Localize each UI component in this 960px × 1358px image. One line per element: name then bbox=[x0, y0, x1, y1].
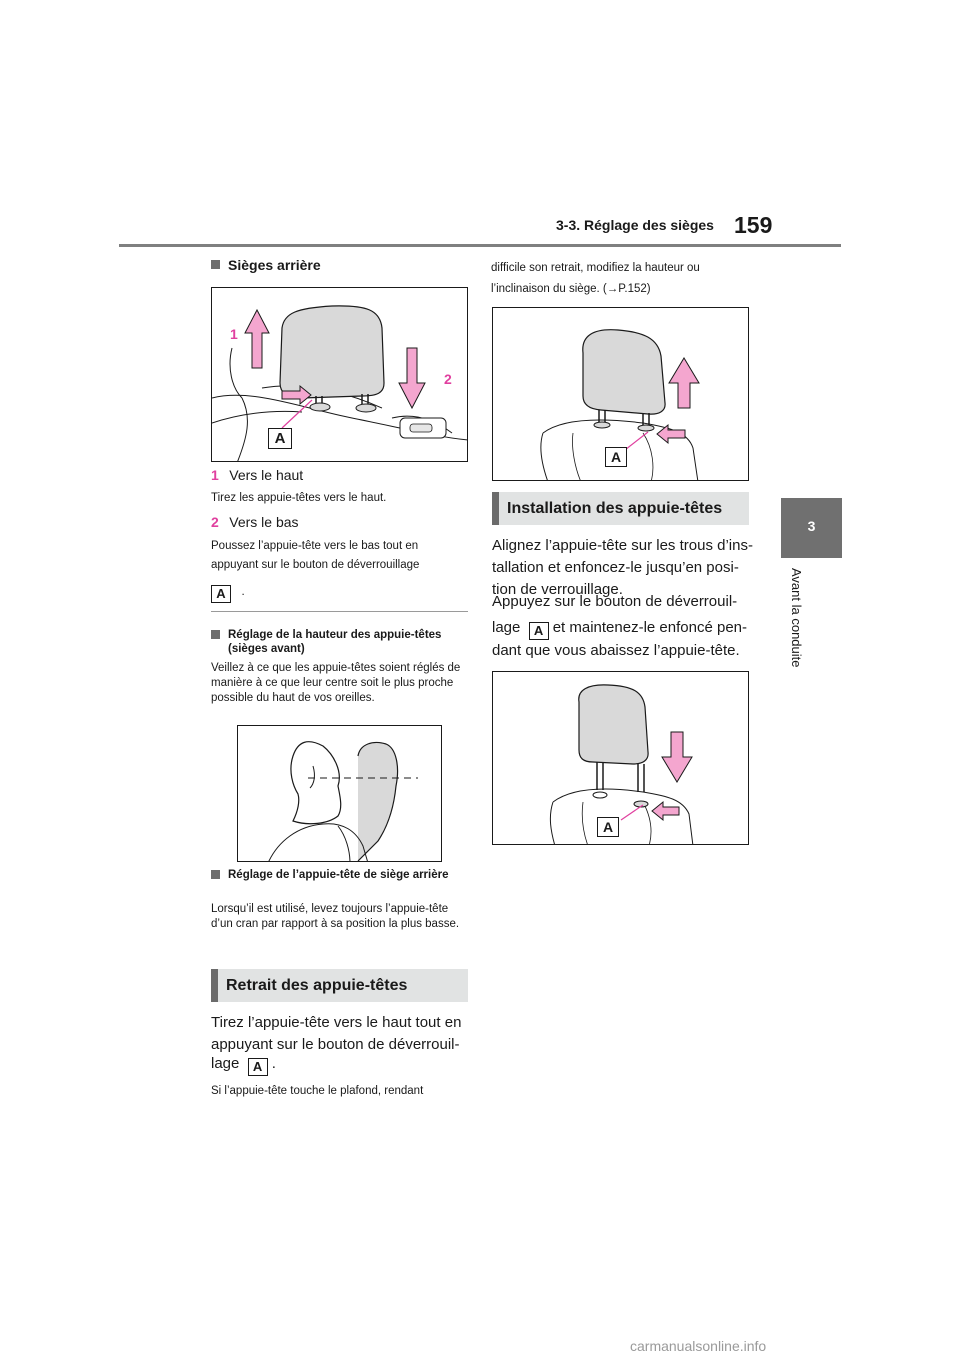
figure-front-headrest bbox=[237, 725, 442, 862]
step-2 bbox=[211, 514, 299, 532]
step-2-number: 2 bbox=[211, 514, 219, 530]
section-title: 3-3. Réglage des sièges bbox=[556, 217, 714, 233]
watermark: carmanualsonline.info bbox=[630, 1338, 767, 1354]
headrest-installation-illustration bbox=[493, 672, 749, 845]
rear-adjust-heading: Réglage de l’appuie-tête de siège arrière bbox=[211, 868, 468, 882]
rear-headrest-illustration bbox=[212, 288, 468, 462]
step-1 bbox=[211, 467, 303, 485]
removal-banner-title: Retrait des appuie-têtes bbox=[226, 977, 408, 994]
removal-body-line3: lage A . bbox=[211, 1055, 276, 1074]
install-body-line: lage A et maintenez-le enfoncé pen-dant que vous abaissez l’appuie-tête. bbox=[492, 619, 747, 659]
callout-a: A bbox=[597, 817, 619, 837]
callout-a-inline: A bbox=[211, 585, 231, 603]
front-height-description: Veillez à ce que les appuie-têtes soient réglés de manière à ce que leur centre soit le plus proche possible du haut de vos oreilles. bbox=[211, 662, 461, 704]
removal-note-continued: difficile son retrait, modifiez la hauteur ou l’inclinaison du siège. (→P.152) bbox=[491, 262, 700, 295]
figure-rear-headrest bbox=[211, 287, 468, 462]
install-banner bbox=[492, 492, 749, 525]
step-1-number: 1 bbox=[211, 467, 219, 483]
header-rule bbox=[119, 244, 841, 247]
page-number: 159 bbox=[734, 212, 773, 238]
bullet-square-icon bbox=[211, 630, 220, 639]
chapter-title-vertical bbox=[786, 568, 804, 678]
callout-a: A bbox=[268, 428, 292, 449]
rear-adjust-description: Lorsqu’il est utilisé, levez toujours l’appuie-tête d’un cran par rapport à sa position la plus basse. bbox=[211, 903, 460, 930]
callout-a-inline: A bbox=[248, 1058, 268, 1076]
install-body: Alignez l’appuie-tête sur les trous d’ins-tallation et enfoncez-le jusqu’en posi-tion de verrouillage. bbox=[492, 537, 753, 598]
bullet-square-icon bbox=[211, 260, 220, 269]
step-1-description: Tirez les appuie-têtes vers le haut. bbox=[211, 492, 387, 504]
rear-seats-heading: Sièges arrière bbox=[211, 257, 321, 273]
step-2-callout-line: A . bbox=[211, 582, 245, 603]
front-height-heading: Réglage de la hauteur des appuie-têtes (sièges avant) bbox=[211, 628, 468, 656]
figure-label-1: 1 bbox=[230, 326, 238, 342]
figure-headrest-removal bbox=[492, 307, 749, 481]
install-body-press: Appuyez sur le bouton de déverrouil- bbox=[492, 593, 738, 610]
install-banner-title: Installation des appuie-têtes bbox=[507, 500, 723, 517]
front-headrest-illustration bbox=[238, 726, 442, 862]
callout-a: A bbox=[605, 447, 627, 467]
removal-banner bbox=[211, 969, 468, 1002]
removal-body: Tirez l’appuie-tête vers le haut tout en appuyant sur le bouton de déverrouil- bbox=[211, 1014, 462, 1053]
section-divider bbox=[211, 611, 468, 612]
step-2-description: Poussez l’appuie-tête vers le bas tout en appuyant sur le bouton de déverrouillage bbox=[211, 540, 420, 571]
chapter-title: Avant la conduite bbox=[789, 568, 804, 668]
figure-label-2: 2 bbox=[444, 371, 452, 387]
step-2-label: Vers le bas bbox=[229, 514, 299, 530]
bullet-square-icon bbox=[211, 870, 220, 879]
figure-headrest-installation bbox=[492, 671, 749, 845]
removal-note: Si l’appuie-tête touche le plafond, rendant bbox=[211, 1085, 424, 1097]
step-1-label: Vers le haut bbox=[229, 467, 304, 483]
callout-a-inline: A bbox=[529, 622, 549, 640]
chapter-number: 3 bbox=[807, 518, 816, 534]
